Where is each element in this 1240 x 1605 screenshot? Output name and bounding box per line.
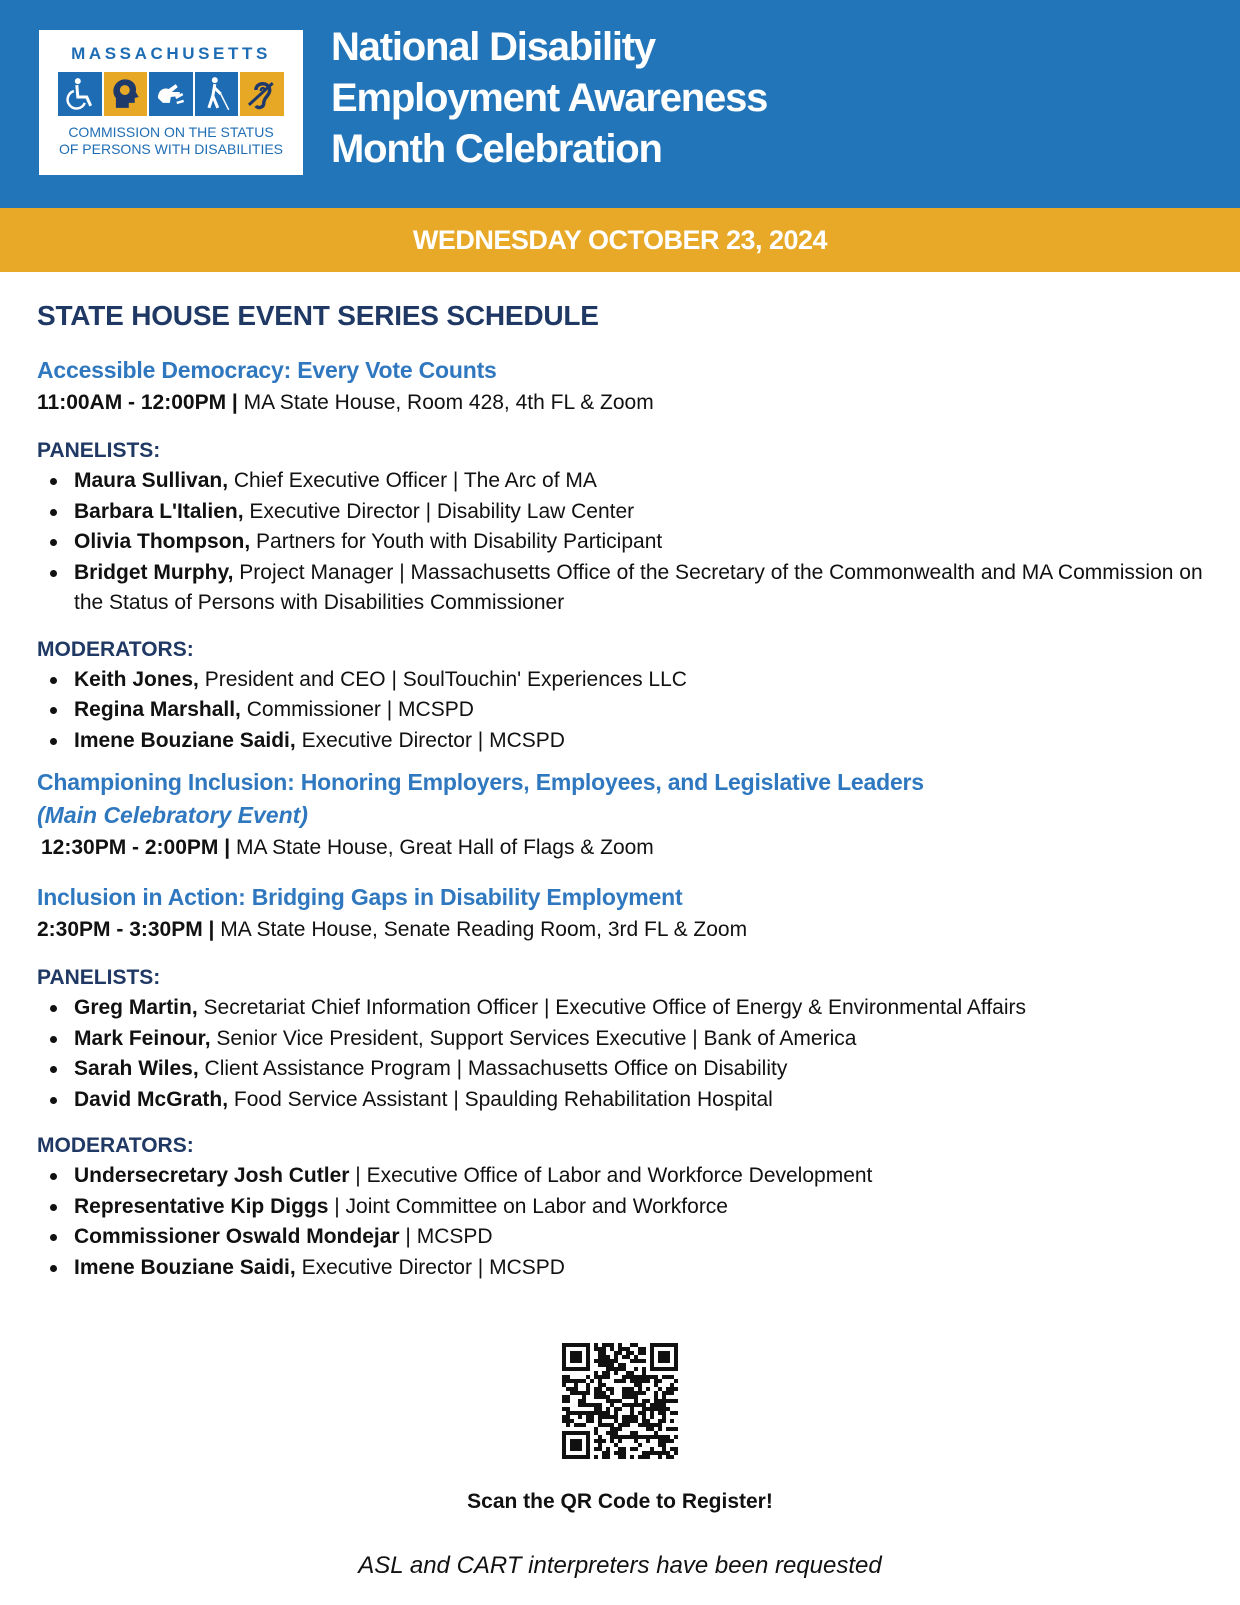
sign-language-icon (149, 72, 193, 116)
list-item (74, 726, 1207, 757)
event-1-panelists-label: PANELISTS: (37, 439, 161, 462)
blind-cane-icon (195, 72, 239, 116)
list-item (74, 695, 1207, 726)
event-1-moderators-label: MODERATORS: (37, 637, 194, 661)
list-item (74, 466, 1207, 497)
person-name: Regina Marshall, (74, 698, 241, 721)
event-1-panelists (37, 466, 1207, 619)
head-cognitive-icon (104, 72, 148, 116)
event-3-moderators-label: MODERATORS: (37, 1134, 194, 1157)
person-role: Chief Executive Officer | The Arc of MA (228, 469, 597, 492)
list-item (74, 1085, 1207, 1116)
person-name: Greg Martin, (74, 996, 198, 1019)
person-role: Executive Director | MCSPD (295, 728, 565, 752)
event-2-time: 12:30PM - 2:00PM | (41, 836, 231, 859)
event-2-subtitle: (Main Celebratory Event) (37, 802, 308, 828)
event-3-moderators (37, 1161, 1207, 1283)
logo-icon-row (58, 72, 284, 116)
event-2-title: Championing Inclusion: Honoring Employers, Employees, and Legislative Leaders (37, 769, 924, 795)
event-1-title: Accessible Democracy: Every Vote Counts (37, 357, 497, 383)
list-item (74, 1161, 1207, 1192)
person-name: Bridget Murphy, (74, 560, 234, 584)
event-3-panelists (37, 993, 1207, 1115)
event-2-location: MA State House, Great Hall of Flags & Zoom (230, 836, 654, 859)
title-line-2: Employment Awareness (331, 76, 768, 120)
person-role: Food Service Assistant | Spaulding Rehabilitation Hospital (228, 1087, 773, 1111)
list-item (74, 1054, 1207, 1085)
page-title (331, 22, 931, 175)
event-3-location: MA State House, Senate Reading Room, 3rd FL & Zoom (214, 918, 748, 941)
person-role: | Joint Committee on Labor and Workforce (328, 1194, 728, 1218)
title-line-1: National Disability (331, 25, 655, 69)
logo-subtitle-line1: COMMISSION ON THE STATUS (68, 124, 274, 140)
event-3-title: Inclusion in Action: Bridging Gaps in Disability Employment (37, 884, 683, 910)
event-3-time-location (37, 914, 1207, 945)
person-name: Sarah Wiles, (74, 1057, 199, 1080)
person-name: Imene Bouziane Saidi, (74, 728, 296, 752)
person-role: | Executive Office of Labor and Workforce Development (349, 1164, 873, 1187)
event-1-time: 11:00AM - 12:00PM | (37, 391, 238, 414)
person-name: Imene Bouziane Saidi, (74, 1255, 296, 1279)
person-role: | MCSPD (399, 1225, 493, 1248)
schedule-content (37, 300, 1207, 1299)
person-name: Commissioner Oswald Mondejar (74, 1225, 400, 1248)
event-date: WEDNESDAY OCTOBER 23, 2024 (412, 225, 828, 255)
person-role: Project Manager | Massachusetts Office of the Secretary of the Commonwealth and MA Commission on the Status of Persons with Disabilities Commissioner (74, 560, 1203, 614)
list-item (74, 1253, 1207, 1284)
person-role: Senior Vice President, Support Services Executive | Bank of America (210, 1026, 857, 1050)
event-3-time: 2:30PM - 3:30PM | (37, 918, 215, 941)
date-bar (0, 208, 1240, 272)
logo-subtitle (39, 124, 303, 158)
person-name: Mark Feinour, (74, 1026, 211, 1050)
person-name: Undersecretary Josh Cutler (74, 1164, 350, 1187)
person-name: Keith Jones, (74, 667, 199, 691)
person-role: Client Assistance Program | Massachusetts Office on Disability (198, 1057, 788, 1080)
title-line-3: Month Celebration (331, 127, 662, 171)
qr-caption: Scan the QR Code to Register! (467, 1490, 773, 1513)
wheelchair-icon (58, 72, 102, 116)
person-name: Barbara L'Italien, (74, 499, 244, 523)
person-role: Executive Director | Disability Law Center (243, 499, 635, 523)
person-name: Olivia Thompson, (74, 530, 251, 553)
hearing-ear-icon (240, 72, 284, 116)
logo-wordmark: MASSACHUSETTS (71, 44, 271, 63)
header-banner (0, 0, 1240, 208)
list-item (74, 1024, 1207, 1055)
person-role: President and CEO | SoulTouchin' Experiences LLC (198, 667, 687, 691)
interpreter-note: ASL and CART interpreters have been requested (358, 1552, 882, 1579)
event-1-moderators (37, 665, 1207, 757)
list-item (74, 1192, 1207, 1223)
logo-subtitle-line2: OF PERSONS WITH DISABILITIES (58, 141, 284, 157)
event-1-time-location (37, 387, 1207, 418)
qr-code-graphic[interactable] (562, 1343, 678, 1459)
event-3-panelists-label: PANELISTS: (37, 966, 161, 989)
schedule-title: STATE HOUSE EVENT SERIES SCHEDULE (37, 300, 599, 331)
list-item (74, 993, 1207, 1024)
event-2-time-location (37, 832, 1207, 863)
list-item (74, 1222, 1207, 1253)
list-item (74, 665, 1207, 696)
event-1-location: MA State House, Room 428, 4th FL & Zoom (237, 391, 654, 414)
person-role: Secretariat Chief Information Officer | Executive Office of Energy & Environmental Affairs (197, 996, 1027, 1019)
person-role: Executive Director | MCSPD (295, 1255, 565, 1279)
person-name: David McGrath, (74, 1087, 229, 1111)
person-name: Representative Kip Diggs (74, 1194, 329, 1218)
person-role: Partners for Youth with Disability Participant (250, 530, 663, 553)
person-name: Maura Sullivan, (74, 469, 229, 492)
qr-code-icon[interactable] (562, 1343, 678, 1459)
list-item (74, 497, 1207, 528)
list-item (74, 558, 1207, 619)
commission-logo (39, 30, 303, 175)
person-role: Commissioner | MCSPD (240, 698, 474, 721)
list-item (74, 527, 1207, 558)
